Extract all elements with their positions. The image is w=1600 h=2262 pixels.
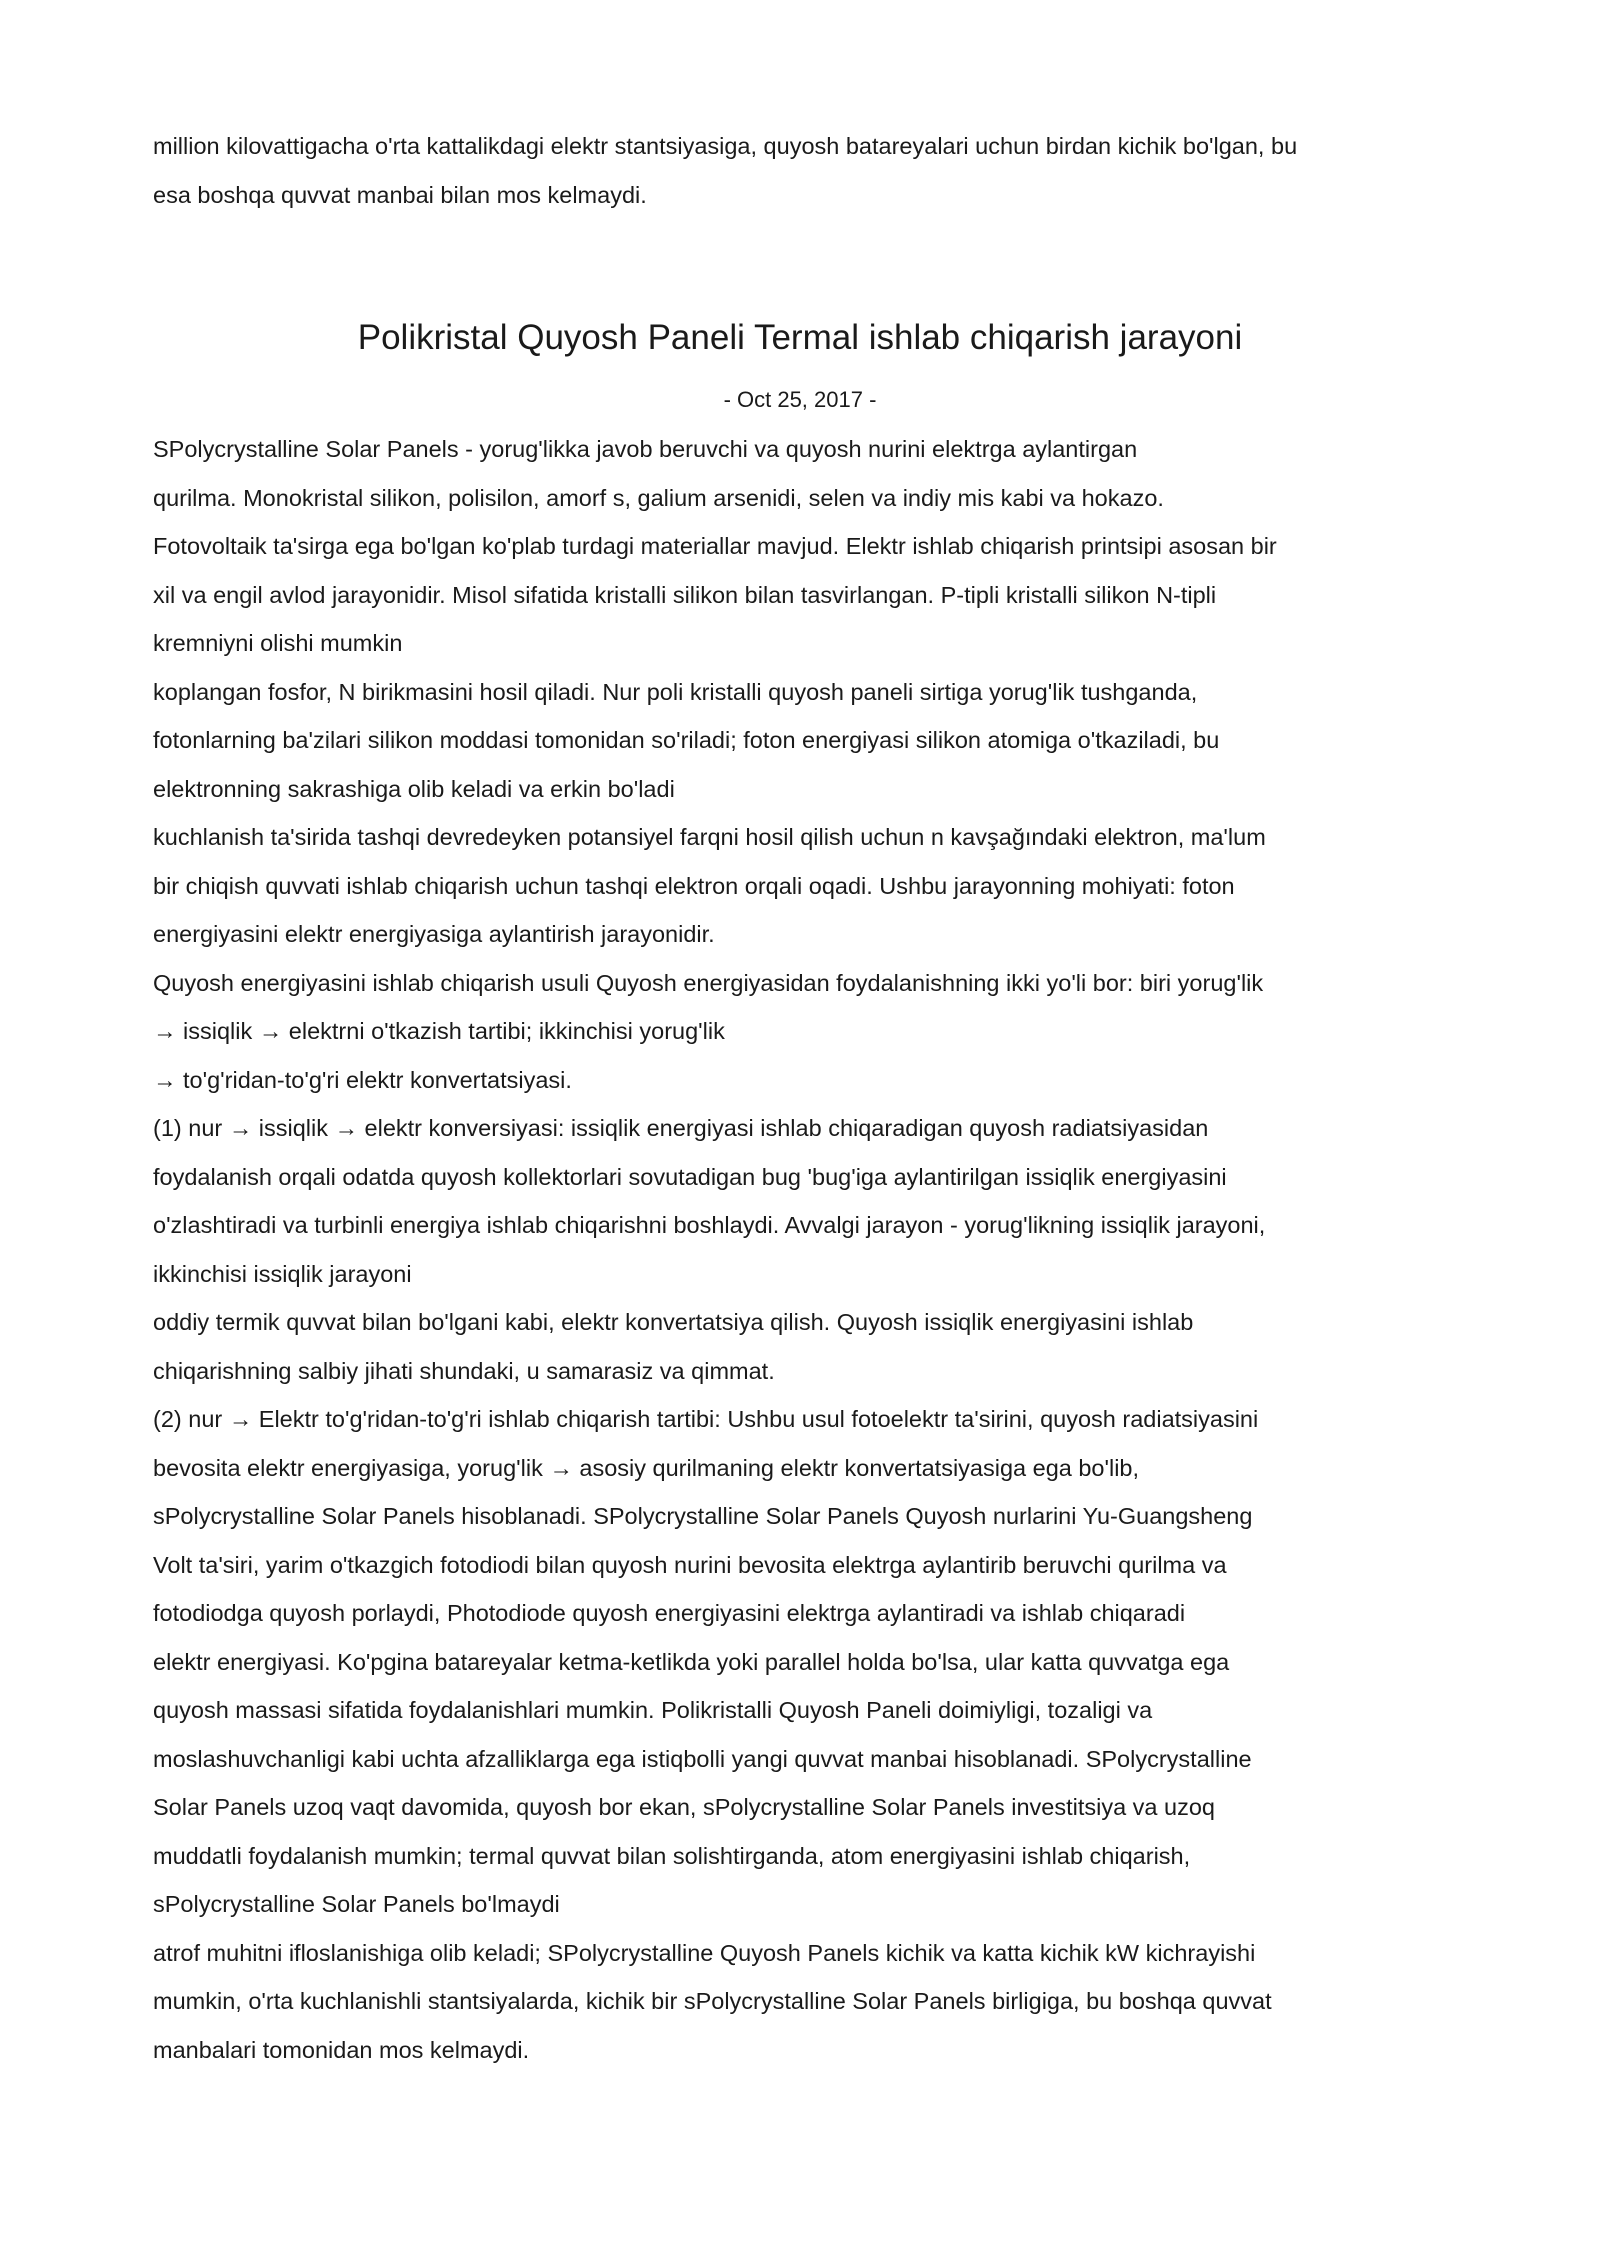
- text-line: koplangan fosfor, N birikmasini hosil qiladi. Nur poli kristalli quyosh paneli sirtiga yorug'lik tushganda,: [153, 678, 1198, 705]
- text-line: bir chiqish quvvati ishlab chiqarish uchun tashqi elektron orqali oqadi. Ushbu jarayonning mohiyati: foton: [153, 872, 1235, 899]
- text-line: energiyasini elektr energiyasiga aylantirish jarayonidir.: [153, 921, 715, 947]
- text-line: (2) nur → Elektr to'g'ridan-to'g'ri ishlab chiqarish tartibi: Ushbu usul fotoelektr ta'sirini, quyosh radiatsiyasini: [153, 1406, 1259, 1432]
- article-title: Polikristal Quyosh Paneli Termal ishlab chiqarish jarayoni: [357, 318, 1243, 357]
- intro-paragraph: [153, 122, 1513, 219]
- text-line: manbalari tomonidan mos kelmaydi.: [153, 2036, 530, 2063]
- text-line: sPolycrystalline Solar Panels hisoblanadi. SPolycrystalline Solar Panels Quyosh nurlarini Yu-Guangsheng: [153, 1503, 1253, 1529]
- text-line: quyosh massasi sifatida foydalanishlari mumkin. Polikristalli Quyosh Paneli doimiyligi, tozaligi va: [153, 1697, 1153, 1723]
- text-line: chiqarishning salbiy jihati shundaki, u samarasiz va qimmat.: [153, 1357, 775, 1384]
- text-line: atrof muhitni ifloslanishiga olib keladi; SPolycrystalline Quyosh Panels kichik va katta kichik kW kichrayishi: [153, 1939, 1256, 1966]
- text-line: muddatli foydalanish mumkin; termal quvvat bilan solishtirganda, atom energiyasini ishlab chiqarish,: [153, 1842, 1191, 1869]
- text-line: elektronning sakrashiga olib keladi va erkin bo'ladi: [153, 775, 675, 802]
- text-line: mumkin, o'rta kuchlanishli stantsiyalarda, kichik bir sPolycrystalline Solar Panels birligiga, bu boshqa quvvat: [153, 1988, 1272, 2014]
- text-line: oddiy termik quvvat bilan bo'lgani kabi, elektr konvertatsiya qilish. Quyosh issiqlik energiyasini ishlab: [153, 1309, 1194, 1335]
- text-line: qurilma. Monokristal silikon, polisilon, amorf s, galium arsenidi, selen va indiy mis kabi va hokazo.: [153, 484, 1164, 511]
- text-line: fotonlarning ba'zilari silikon moddasi tomonidan so'riladi; foton energiyasi silikon atomiga o'tkaziladi, bu: [153, 727, 1220, 753]
- text-line: o'zlashtiradi va turbinli energiya ishlab chiqarishni boshlaydi. Avvalgi jarayon - yorug'likning issiqlik jarayoni,: [153, 1212, 1266, 1238]
- text-line: Volt ta'siri, yarim o'tkazgich fotodiodi bilan quyosh nurini bevosita elektrga aylantirib beruvchi qurilma va: [153, 1551, 1227, 1578]
- text-line: xil va engil avlod jarayonidir. Misol sifatida kristalli silikon bilan tasvirlangan. P-tipli kristalli silikon N-tipli: [153, 581, 1217, 608]
- text-line: moslashuvchanligi kabi uchta afzalliklarga ega istiqbolli yangi quvvat manbai hisoblanadi. SPolycrystalline: [153, 1745, 1252, 1772]
- text-line: foydalanish orqali odatda quyosh kollektorlari sovutadigan bug 'bug'iga aylantirilgan issiqlik energiyasini: [153, 1163, 1227, 1190]
- text-line: Solar Panels uzoq vaqt davomida, quyosh bor ekan, sPolycrystalline Solar Panels investitsiya va uzoq: [153, 1794, 1215, 1820]
- text-line: → to'g'ridan-to'g'ri elektr konvertatsiyasi.: [153, 1066, 572, 1093]
- text-line: (1) nur → issiqlik → elektr konversiyasi: issiqlik energiyasi ishlab chiqaradigan quyosh radiatsiyasidan: [153, 1115, 1209, 1141]
- text-line: kremniyni olishi mumkin: [153, 630, 403, 656]
- article-body: [153, 425, 1508, 2074]
- text-line: esa boshqa quvvat manbai bilan mos kelmaydi.: [153, 181, 647, 208]
- text-line: million kilovattigacha o'rta kattalikdagi elektr stantsiyasiga, quyosh batareyalari uchun birdan kichik bo'lgan, bu: [153, 133, 1298, 159]
- text-line: Fotovoltaik ta'sirga ega bo'lgan ko'plab turdagi materiallar mavjud. Elektr ishlab chiqarish printsipi asosan bir: [153, 533, 1277, 559]
- text-line: elektr energiyasi. Ko'pgina batareyalar ketma-ketlikda yoki parallel holda bo'lsa, ular katta quvvatga ega: [153, 1648, 1230, 1675]
- text-line: → issiqlik → elektrni o'tkazish tartibi; ikkinchisi yorug'lik: [153, 1018, 725, 1044]
- text-line: sPolycrystalline Solar Panels bo'lmaydi: [153, 1891, 560, 1917]
- text-line: kuchlanish ta'sirida tashqi devredeyken potansiyel farqni hosil qilish uchun n kavşağındaki elektron, ma'lum: [153, 824, 1266, 850]
- text-line: bevosita elektr energiyasiga, yorug'lik → asosiy qurilmaning elektr konvertatsiyasiga ega bo'lib,: [153, 1454, 1140, 1481]
- text-line: fotodiodga quyosh porlaydi, Photodiode quyosh energiyasini elektrga aylantiradi va ishlab chiqaradi: [153, 1600, 1186, 1626]
- text-line: Quyosh energiyasini ishlab chiqarish usuli Quyosh energiyasidan foydalanishning ikki yo'li bor: biri yorug'lik: [153, 969, 1264, 996]
- text-line: SPolycrystalline Solar Panels - yorug'likka javob beruvchi va quyosh nurini elektrga aylantirgan: [153, 436, 1138, 462]
- text-line: ikkinchisi issiqlik jarayoni: [153, 1260, 412, 1287]
- article-date: - Oct 25, 2017 -: [723, 387, 877, 412]
